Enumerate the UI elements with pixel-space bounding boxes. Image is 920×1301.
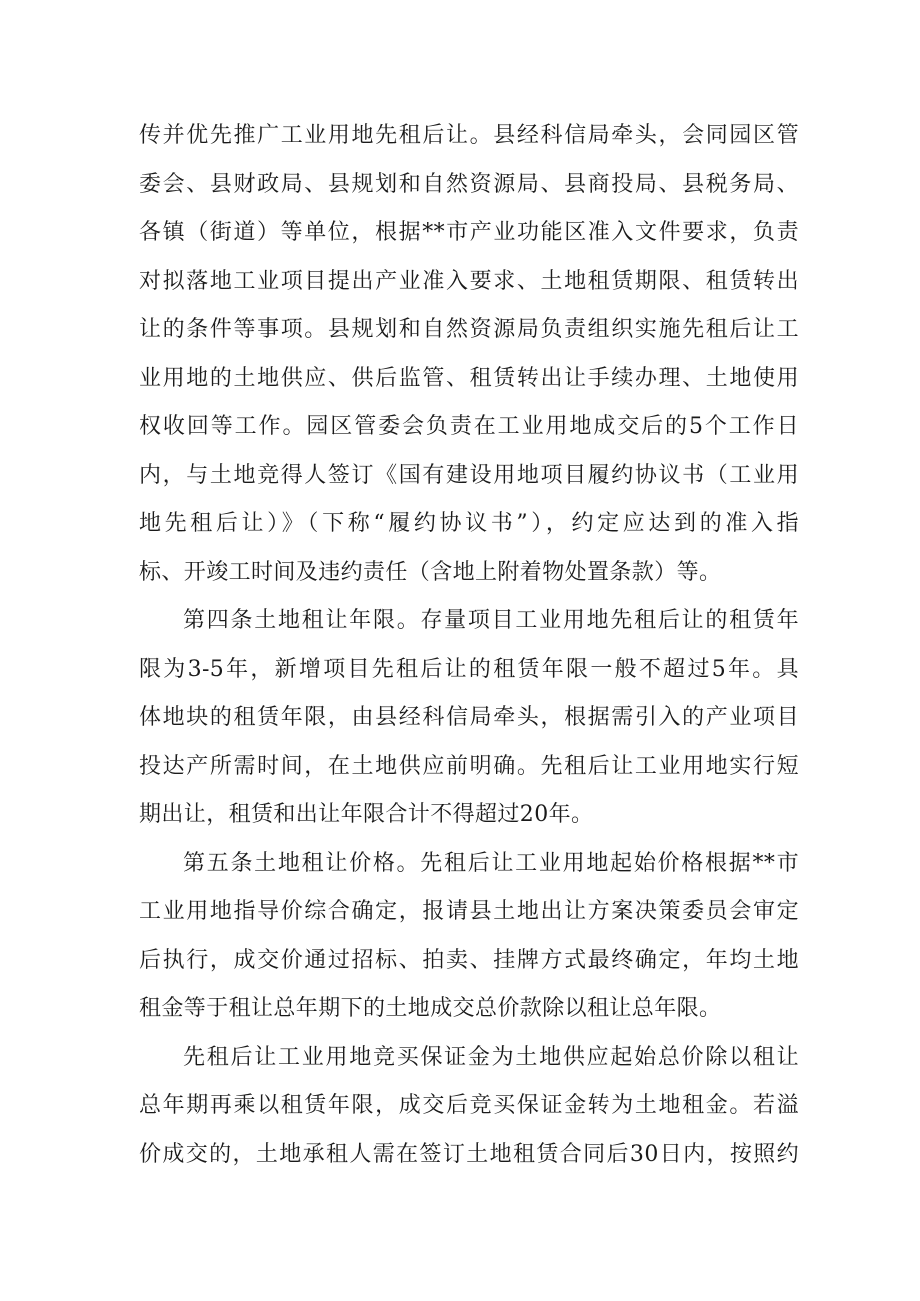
text-line: 让的条件等事项。县规划和自然资源局负责组织实施先租后让工 [139,317,799,342]
text-line: 先租后让工业用地竞买保证金为土地供应起始总价除以租让 [183,1044,799,1070]
text-line: 标、开竣工时间及违约责任（含地上附着物处置条款）等。 [139,559,722,585]
text-line: 限为3-5年，新增项目先租后让的租赁年限一般不超过5年。具 [139,656,799,682]
text-line: 第五条土地租让价格。先租后让工业用地起始价格根据**市 [183,850,799,876]
paragraph-bid-deposit [139,1034,799,1180]
text-line: 权收回等工作。园区管委会负责在工业用地成交后的5个工作日 [139,414,799,439]
text-line: 传并优先推广工业用地先租后让。县经科信局牵头，会同园区管 [139,123,799,148]
text-line: 各镇（街道）等单位，根据**市产业功能区准入文件要求，负责 [139,220,799,245]
text-line: 总年期再乘以租赁年限，成交后竞买保证金转为土地租金。若溢 [139,1093,799,1118]
text-line: 业用地的土地供应、供后监管、租赁转出让手续办理、土地使用 [139,365,799,391]
text-line: 地先租后让）》（下称“履约协议书”），约定应达到的准入指 [139,511,799,536]
text-line: 租金等于租让总年期下的土地成交总价款除以租让总年限。 [139,996,722,1021]
text-line: 投达产所需时间，在土地供应前明确。先租后让工业用地实行短 [139,753,799,779]
text-line: 期出让，租赁和出让年限合计不得超过20年。 [139,802,594,827]
text-line: 对拟落地工业项目提出产业准入要求、土地租赁期限、租赁转出 [139,268,799,294]
document-body [139,112,799,1179]
text-line: 委会、县财政局、县规划和自然资源局、县商投局、县税务局、 [139,171,799,197]
text-line: 内，与土地竞得人签订《国有建设用地项目履约协议书（工业用 [139,462,799,488]
paragraph-article-4-lease-term [139,597,799,840]
text-line: 第四条土地租让年限。存量项目工业用地先租后让的租赁年 [183,608,799,633]
text-line: 价成交的，土地承租人需在签订土地租赁合同后30日内，按照约 [139,1141,799,1167]
text-line: 体地块的租赁年限，由县经科信局牵头，根据需引入的产业项目 [139,705,799,730]
paragraph-land-use-responsibilities [139,112,799,597]
text-line: 工业用地指导价综合确定，报请县土地出让方案决策委员会审定 [139,899,799,924]
text-line: 后执行，成交价通过招标、拍卖、挂牌方式最终确定，年均土地 [139,947,799,973]
paragraph-article-5-lease-price [139,840,799,1034]
